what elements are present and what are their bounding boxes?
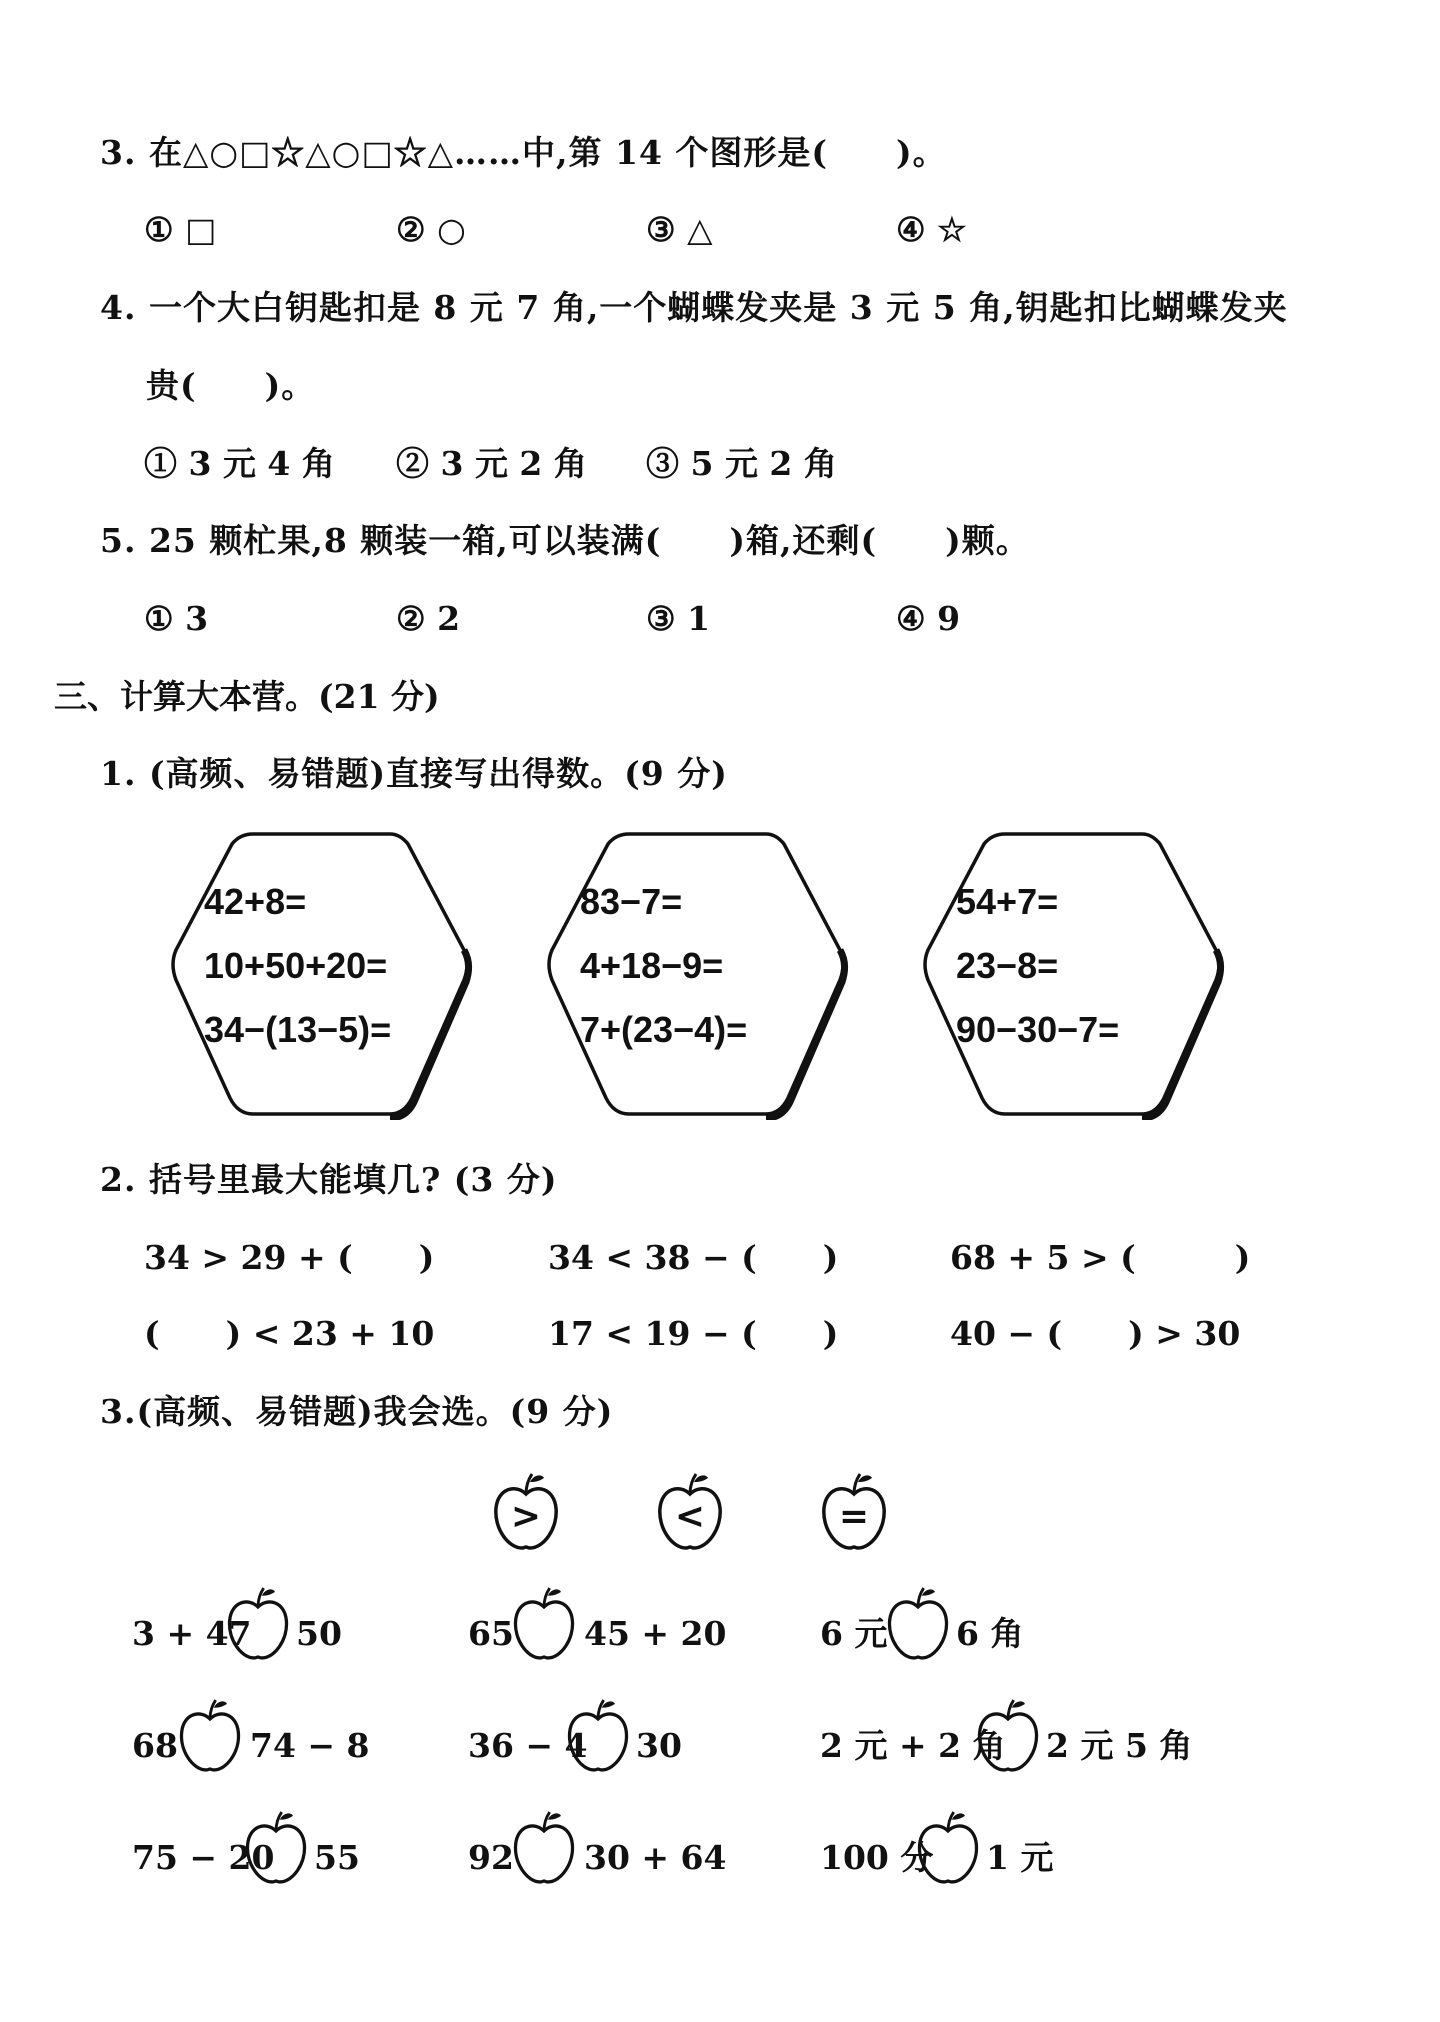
apple-icon (884, 1584, 952, 1662)
calc-2-item[interactable]: ( ) < 23 + 10 (144, 1314, 435, 1353)
calc-1-title: 1. (高频、易错题)直接写出得数。(9 分) (100, 754, 728, 793)
q5-option-2[interactable]: ② 2 (396, 599, 461, 638)
compare-left: 6 元 (820, 1614, 888, 1653)
choice-apple-lt[interactable] (654, 1470, 726, 1552)
q4-option-3[interactable]: ③ 5 元 2 角 (646, 444, 837, 483)
answer-apple[interactable] (176, 1696, 244, 1774)
calc-2-item[interactable]: 68 + 5 > ( ) (950, 1238, 1251, 1277)
answer-apple[interactable] (224, 1584, 292, 1662)
q3-option-1[interactable]: ① □ (144, 210, 217, 249)
q5-option-3[interactable]: ③ 1 (646, 599, 711, 638)
answer-apple[interactable] (914, 1808, 982, 1886)
calc-1-item[interactable]: 83−7= (580, 881, 683, 922)
q4-option-1[interactable]: ① 3 元 4 角 (144, 444, 335, 483)
q3-option-2[interactable]: ② ○ (396, 210, 466, 249)
calc-1-item[interactable]: 34−(13−5)= (204, 1009, 392, 1050)
question-4-stem-line1: 4. 一个大白钥匙扣是 8 元 7 角,一个蝴蝶发夹是 3 元 5 角,钥匙扣比蝴蝶发夹 (100, 288, 1288, 327)
compare-right: 55 (314, 1838, 360, 1877)
hexagon-group-3 (920, 830, 1226, 1120)
section-3-title: 三、计算大本营。(21 分) (54, 677, 440, 716)
choice-symbol: = (838, 1496, 870, 1537)
hexagon-group-2 (544, 830, 850, 1120)
calc-2-item[interactable]: 34 < 38 − ( ) (548, 1238, 839, 1277)
question-4-stem-line2: 贵( )。 (146, 366, 316, 405)
compare-right: 45 + 20 (584, 1614, 727, 1653)
q4-option-2[interactable]: ② 3 元 2 角 (396, 444, 587, 483)
q3-option-4[interactable]: ④ ☆ (896, 210, 967, 249)
q5-option-1[interactable]: ① 3 (144, 599, 209, 638)
compare-right: 1 元 (986, 1838, 1054, 1877)
compare-left: 92 (468, 1838, 514, 1877)
calc-2-item[interactable]: 34 > 29 + ( ) (144, 1238, 435, 1277)
apple-icon (510, 1584, 578, 1662)
question-5-stem: 5. 25 颗杧果,8 颗装一箱,可以装满( )箱,还剩( )颗。 (100, 521, 1030, 560)
answer-apple[interactable] (510, 1584, 578, 1662)
answer-apple[interactable] (242, 1808, 310, 1886)
compare-left: 36 − 4 (468, 1726, 588, 1765)
calc-2-item[interactable]: 17 < 19 − ( ) (548, 1314, 839, 1353)
calc-2-title: 2. 括号里最大能填几? (3 分) (100, 1160, 558, 1199)
hexagon-group-1 (168, 830, 474, 1120)
compare-left: 100 分 (820, 1838, 934, 1877)
choice-apple-eq[interactable] (818, 1470, 890, 1552)
calc-2-item[interactable]: 40 − ( ) > 30 (950, 1314, 1241, 1353)
calc-3-title: 3.(高频、易错题)我会选。(9 分) (100, 1392, 614, 1431)
q3-option-3[interactable]: ③ △ (646, 210, 713, 249)
compare-right: 74 − 8 (250, 1726, 370, 1765)
question-3-stem: 3. 在△○□☆△○□☆△……中,第 14 个图形是( )。 (100, 133, 947, 172)
calc-1-item[interactable]: 42+8= (204, 881, 307, 922)
apple-icon (224, 1584, 292, 1662)
apple-icon (974, 1696, 1042, 1774)
q5-option-4[interactable]: ④ 9 (896, 599, 961, 638)
answer-apple[interactable] (974, 1696, 1042, 1774)
choice-apple-gt[interactable] (490, 1470, 562, 1552)
calc-1-item[interactable]: 54+7= (956, 881, 1059, 922)
choice-symbol: > (510, 1496, 542, 1537)
compare-right: 50 (296, 1614, 342, 1653)
apple-icon (242, 1808, 310, 1886)
calc-1-item[interactable]: 23−8= (956, 945, 1059, 986)
calc-1-item[interactable]: 90−30−7= (956, 1009, 1120, 1050)
apple-icon (914, 1808, 982, 1886)
compare-left: 3 + 47 (132, 1614, 252, 1653)
compare-right: 30 + 64 (584, 1838, 727, 1877)
answer-apple[interactable] (884, 1584, 952, 1662)
calc-1-item[interactable]: 4+18−9= (580, 945, 724, 986)
compare-left: 68 (132, 1726, 178, 1765)
calc-1-item[interactable]: 10+50+20= (204, 945, 388, 986)
choice-symbol: < (674, 1496, 706, 1537)
compare-right: 2 元 5 角 (1046, 1726, 1193, 1765)
compare-right: 6 角 (956, 1614, 1024, 1653)
apple-icon (510, 1808, 578, 1886)
apple-icon (564, 1696, 632, 1774)
compare-left: 65 (468, 1614, 514, 1653)
apple-icon (176, 1696, 244, 1774)
compare-left: 2 元 + 2 角 (820, 1726, 1006, 1765)
answer-apple[interactable] (510, 1808, 578, 1886)
compare-left: 75 − 20 (132, 1838, 275, 1877)
calc-1-item[interactable]: 7+(23−4)= (580, 1009, 748, 1050)
answer-apple[interactable] (564, 1696, 632, 1774)
compare-right: 30 (636, 1726, 682, 1765)
